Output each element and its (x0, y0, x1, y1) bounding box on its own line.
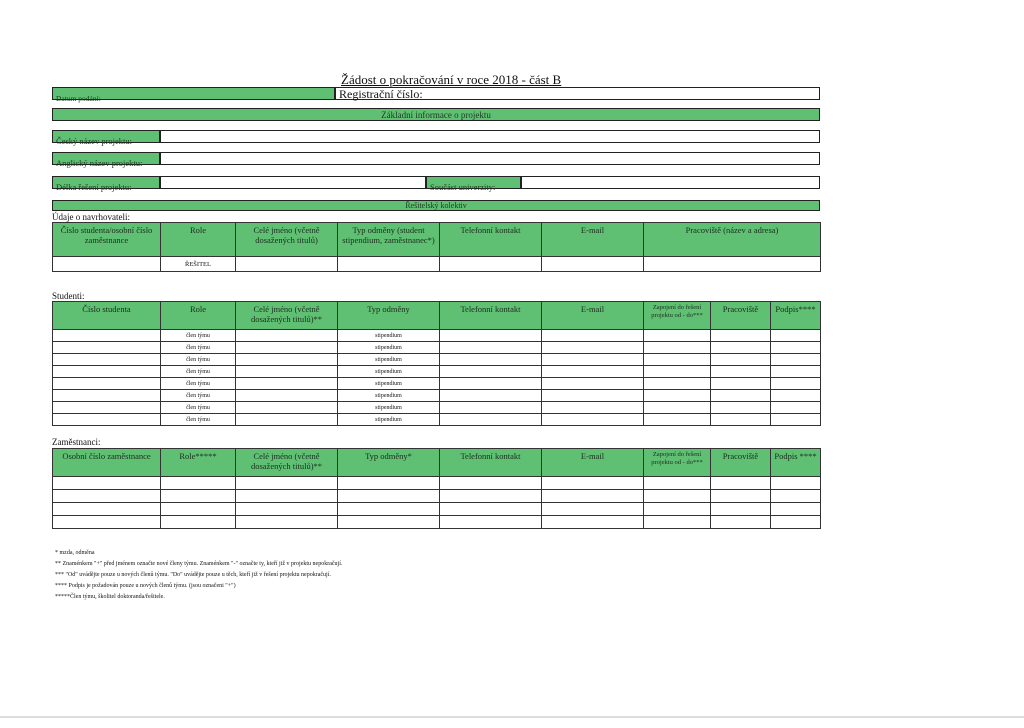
cz-name-input[interactable] (160, 130, 820, 143)
col-student-period: Zapojení do řešení projektu od - do*** (644, 302, 711, 330)
student-role-cell: člen týmu (161, 342, 236, 354)
basic-info-title: Základní informace o projektu (381, 110, 491, 120)
applicant-name-cell[interactable] (236, 257, 338, 272)
student-row[interactable] (53, 402, 821, 414)
university-part-label-box (426, 176, 521, 192)
datum-label: Datum podání: (56, 94, 101, 103)
col-student-role: Role (161, 302, 236, 330)
col-student-signature: Podpis**** (771, 302, 821, 330)
col-student-name: Celé jméno (včetně dosažených titulů)** (236, 302, 338, 330)
col-employee-signature: Podpis **** (771, 449, 821, 477)
student-type-cell: stipendium (338, 390, 440, 402)
col-applicant-phone: Telefonní kontakt (440, 223, 542, 257)
col-employee-reward: Typ odměny* (338, 449, 440, 477)
col-employee-email: E-mail (542, 449, 644, 477)
en-name-label: Anglický název projektu: (56, 158, 143, 168)
university-part-label: Součást univerzity: (430, 182, 496, 192)
student-role-cell: člen týmu (161, 414, 236, 426)
col-applicant-name: Celé jméno (včetně dosažených titulů) (236, 223, 338, 257)
registration-field[interactable] (335, 87, 820, 100)
col-employee-period: Zapojení do řešení projektu od - do*** (644, 449, 711, 477)
col-student-phone: Telefonní kontakt (440, 302, 542, 330)
employee-row[interactable] (53, 490, 821, 503)
student-row[interactable] (53, 342, 821, 354)
col-applicant-id: Číslo studenta/osobní číslo zaměstnance (53, 223, 161, 257)
col-employee-id: Osobní číslo zaměstnance (53, 449, 161, 477)
footnote-5: *****Člen týmu, školitel doktoranda/řešitele. (55, 594, 165, 600)
footnote-4: **** Podpis je požadován pouze u nových členů týmu. (jsou označeni "+") (55, 583, 236, 589)
col-student-id: Číslo studenta (53, 302, 161, 330)
student-role-cell: člen týmu (161, 378, 236, 390)
col-employee-phone: Telefonní kontakt (440, 449, 542, 477)
col-employee-role: Role***** (161, 449, 236, 477)
student-type-cell: stipendium (338, 342, 440, 354)
student-row[interactable] (53, 414, 821, 426)
cz-name-label: Český název projektu: (56, 136, 133, 146)
student-role-cell: člen týmu (161, 330, 236, 342)
applicant-email-cell[interactable] (542, 257, 644, 272)
student-role-cell: člen týmu (161, 354, 236, 366)
student-type-cell: stipendium (338, 414, 440, 426)
duration-label-box (52, 176, 160, 192)
duration-input[interactable] (160, 176, 426, 189)
col-applicant-reward: Typ odměny (student stipendium, zaměstnanec*) (338, 223, 440, 257)
col-applicant-role: Role (161, 223, 236, 257)
col-employee-name: Celé jméno (včetně dosažených titulů)** (236, 449, 338, 477)
applicant-phone-cell[interactable] (440, 257, 542, 272)
students-table (52, 301, 821, 426)
scan-edge (0, 716, 1024, 718)
datum-field[interactable] (52, 87, 335, 103)
employee-row[interactable] (53, 503, 821, 516)
en-name-label-box (52, 152, 160, 168)
applicant-label: Údaje o navrhovateli: (52, 212, 130, 222)
student-row[interactable] (53, 354, 821, 366)
footnote-3: *** "Od" uvádějte pouze u nových členů týmu. "Do" uvádějte pouze u těch, kteří již v řešení projektu nepokračují. (55, 572, 331, 578)
col-student-reward: Typ odměny (338, 302, 440, 330)
student-row[interactable] (53, 366, 821, 378)
basic-info-header (52, 108, 820, 121)
student-role-cell: člen týmu (161, 402, 236, 414)
student-type-cell: stipendium (338, 330, 440, 342)
student-type-cell: stipendium (338, 378, 440, 390)
footnote-2: ** Znaménkem "+" před jménem označte nové členy týmu. Znaménkem "-" označte ty, kteří již v projektu nepokračují. (55, 561, 343, 567)
applicant-id-cell[interactable] (53, 257, 161, 272)
student-type-cell: stipendium (338, 402, 440, 414)
registration-label: Registrační číslo: (339, 87, 423, 101)
student-role-cell: člen týmu (161, 390, 236, 402)
employees-label: Zaměstnanci: (52, 437, 101, 447)
col-student-email: E-mail (542, 302, 644, 330)
applicant-table (52, 222, 821, 272)
duration-label: Délka řešení projektu: (56, 182, 132, 192)
employees-table (52, 448, 821, 529)
student-row[interactable] (53, 378, 821, 390)
employee-row[interactable] (53, 477, 821, 490)
student-row[interactable] (53, 390, 821, 402)
student-type-cell: stipendium (338, 354, 440, 366)
applicant-workplace-cell[interactable] (644, 257, 821, 272)
applicant-role-cell: ŘEŠITEL (161, 257, 236, 272)
student-row[interactable] (53, 330, 821, 342)
col-applicant-email: E-mail (542, 223, 644, 257)
applicant-reward-cell[interactable] (338, 257, 440, 272)
en-name-input[interactable] (160, 152, 820, 165)
team-header (52, 200, 820, 211)
student-role-cell: člen týmu (161, 366, 236, 378)
form-title: Žádost o pokračování v roce 2018 - část B (341, 72, 562, 87)
students-label: Studenti: (52, 291, 85, 301)
team-title: Řešitelský kolektiv (405, 201, 467, 210)
employee-row[interactable] (53, 516, 821, 529)
col-employee-workplace: Pracoviště (711, 449, 771, 477)
student-type-cell: stipendium (338, 366, 440, 378)
footnote-1: * mzda, odměna (55, 550, 95, 556)
university-part-input[interactable] (521, 176, 820, 189)
col-student-workplace: Pracoviště (711, 302, 771, 330)
col-applicant-workplace: Pracoviště (název a adresa) (644, 223, 821, 257)
cz-name-label-box (52, 130, 160, 146)
